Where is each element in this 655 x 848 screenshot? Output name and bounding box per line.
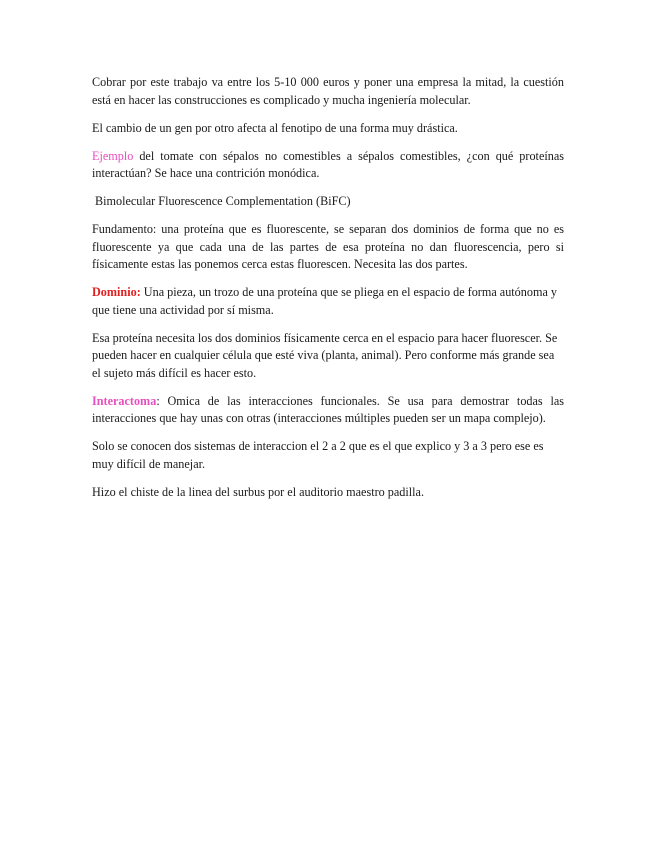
paragraph-fundamento: Fundamento: una proteína que es fluorescente, se separan dos dominios de forma que no es fluorescente ya que cada una de las partes de esa proteína no dan fluorescencia, pero si físicamente estas las ponemos cerca estas fluorescen. Necesita las dos partes.	[92, 222, 564, 271]
paragraph-cost: Cobrar por este trabajo va entre los 5-10 000 euros y poner una empresa la mitad, la cuestión está en hacer las construcciones es complicado y mucha ingeniería molecular.	[92, 75, 564, 107]
paragraph-joke: Hizo el chiste de la linea del surbus por el auditorio maestro padilla.	[92, 484, 425, 499]
keyword-interactoma: Interactoma	[92, 393, 157, 408]
paragraph-dominio-text: Una pieza, un trozo de una proteína que se pliega en el espacio de forma autónoma y que tiene una actividad por sí misma.	[92, 285, 557, 317]
paragraph-two-domains: Esa proteína necesita los dos dominios físicamente cerca en el espacio para hacer fluorescer. Se pueden hacer en cualquier célula que esté viva (planta, animal). Pero conforme más grande sea el sujeto más difícil es hacer esto.	[92, 330, 558, 380]
paragraph-systems: Solo se conocen dos sistemas de interaccion el 2 a 2 que es el que explico y 3 a 3 pero ese es muy difícil de manejar.	[92, 439, 544, 471]
paragraph-gene-change: El cambio de un gen por otro afecta al fenotipo de una forma muy drástica.	[92, 120, 458, 135]
paragraph-example	[92, 148, 564, 183]
paragraph-interactoma	[92, 393, 564, 428]
paragraph-interactoma-text: : Omica de las interacciones funcionales. Se usa para demostrar todas las interacciones que hay unas con otras (interacciones múltiples pueden ser un mapa complejo).	[92, 393, 564, 425]
keyword-dominio: Dominio:	[92, 285, 141, 299]
document-body	[92, 74, 564, 512]
paragraph-example-text: del tomate con sépalos no comestibles a sépalos comestibles, ¿con qué proteínas interactúan? Se hace una contrición monódica.	[92, 148, 564, 180]
keyword-ejemplo: Ejemplo	[92, 148, 134, 163]
section-heading-bifc: Bimolecular Fluorescence Complementation (BiFC)	[95, 194, 351, 208]
paragraph-dominio	[92, 284, 564, 319]
